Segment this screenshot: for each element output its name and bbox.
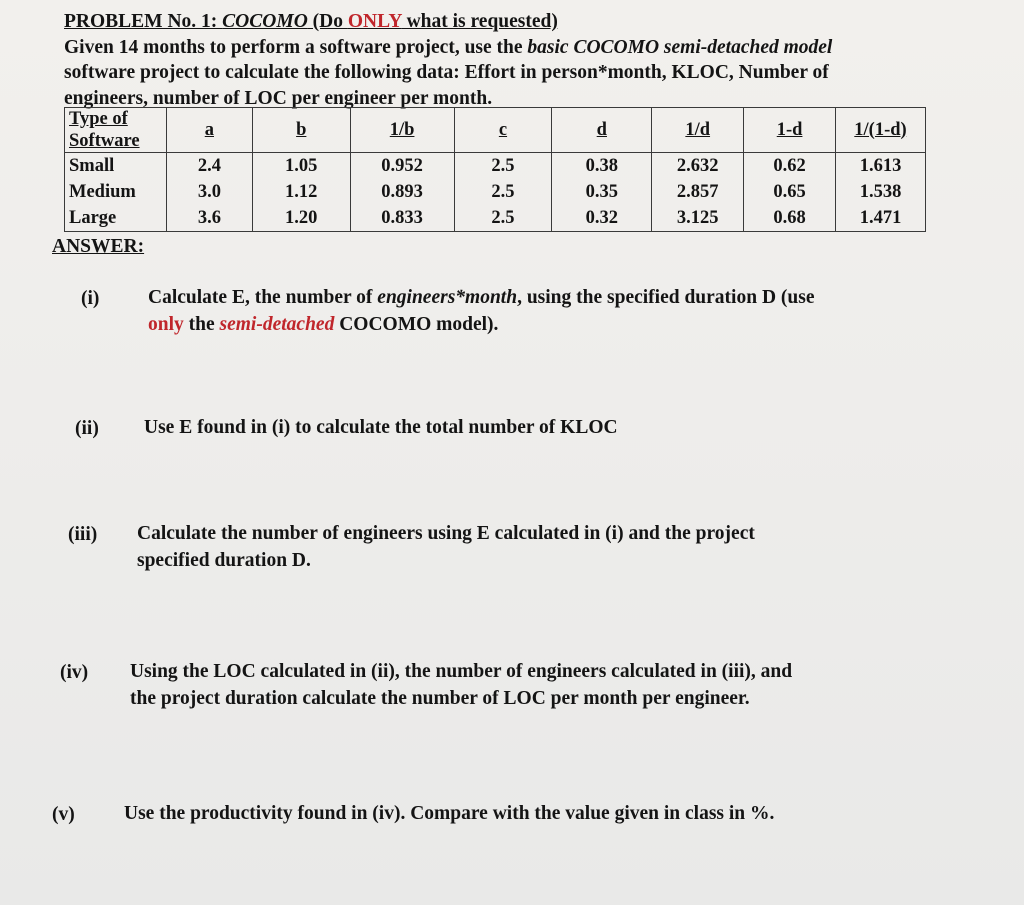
q1-text-e: the [183,314,220,335]
table-cell: 0.38 [552,153,652,180]
table-cell: 3.0 [166,179,252,205]
intro-text-b: basic COCOMO semi-detached model [527,36,833,58]
table-cell: 0.65 [744,179,836,205]
table-row [65,179,926,205]
table-cell: 2.5 [454,153,552,180]
problem-intro-line-3: engineers, number of LOC per engineer per month. [64,87,493,109]
question-4-line-1: Using the LOC calculated in (ii), the number of engineers calculated in (iii), and [130,661,793,682]
question-1-line-2 [148,311,948,338]
table-header-row [65,108,926,153]
row-large-type: Large [65,205,167,232]
q1-text-only: only [148,314,184,335]
title-do: (Do [307,11,348,32]
cocomo-parameter-table [64,107,926,232]
table-cell: 2.5 [454,179,552,205]
table-cell: 0.68 [744,205,836,232]
table-cell: 2.857 [652,179,744,205]
header-b: b [252,108,350,153]
question-3-number: (iii) [68,524,98,545]
header-a: a [166,108,252,153]
question-1-line-1 [148,284,948,311]
question-4-text [130,658,990,712]
table-cell: 0.833 [350,205,454,232]
table-cell: 1.05 [252,153,350,180]
question-2-text: Use E found in (i) to calculate the total number of KLOC [144,417,618,438]
question-4-line-2: the project duration calculate the number of LOC per month per engineer. [130,688,750,709]
intro-text-a: Given 14 months to perform a software project, use the [64,36,528,58]
title-prefix: PROBLEM No. 1: [64,11,223,32]
table-cell: 3.6 [166,205,252,232]
table-cell: 0.35 [552,179,652,205]
header-1-minus-d: 1-d [744,108,836,153]
table-cell: 2.632 [652,153,744,180]
problem-header [64,9,964,111]
table-cell: 0.62 [744,153,836,180]
table-row [65,153,926,180]
question-2-number: (ii) [75,418,99,439]
table-cell: 2.4 [166,153,252,180]
header-d: d [552,108,652,153]
question-5-number: (v) [52,804,75,825]
question-4-number: (iv) [60,662,89,683]
question-5-text: Use the productivity found in (iv). Compare with the value given in class in %. [124,803,775,824]
title-only: ONLY [347,11,402,32]
q1-text-c: , using the specified duration D (use [517,287,815,308]
problem-intro-line-1 [64,35,964,61]
table-cell: 0.893 [350,179,454,205]
question-3-line-2: specified duration D. [137,550,311,571]
question-3-text [137,520,957,574]
q1-text-semi-detached: semi-detached [219,314,335,335]
table-cell: 1.12 [252,179,350,205]
question-1-number: (i) [81,288,100,309]
row-medium-type: Medium [65,179,167,205]
title-cocomo: COCOMO [222,11,308,32]
row-small-type: Small [65,153,167,180]
table-row [65,205,926,232]
title-rest: what is requested) [401,11,558,32]
problem-intro-line-2: software project to calculate the following data: Effort in person*month, KLOC, Number of [64,62,829,83]
header-1-over-d: 1/d [652,108,744,153]
table-cell: 1.613 [836,153,926,180]
answer-label: ANSWER: [52,236,145,257]
header-1-over-b: 1/b [350,108,454,153]
problem-title [64,11,558,32]
table-cell: 1.538 [836,179,926,205]
q1-text-b: engineers*month [377,287,518,308]
question-3-line-1: Calculate the number of engineers using E calculated in (i) and the project [137,523,755,544]
table-cell: 2.5 [454,205,552,232]
header-1-over-1-minus-d: 1/(1-d) [836,108,926,153]
problem-title-line [64,9,964,35]
header-type-of-software: Type of Software [65,108,167,153]
table-cell: 0.32 [552,205,652,232]
table-cell: 1.20 [252,205,350,232]
table-cell: 0.952 [350,153,454,180]
q1-text-a: Calculate E, the number of [148,287,378,308]
question-1-text [148,284,948,338]
header-c: c [454,108,552,153]
q1-text-g: COCOMO model). [334,314,499,335]
table-cell: 3.125 [652,205,744,232]
table-cell: 1.471 [836,205,926,232]
